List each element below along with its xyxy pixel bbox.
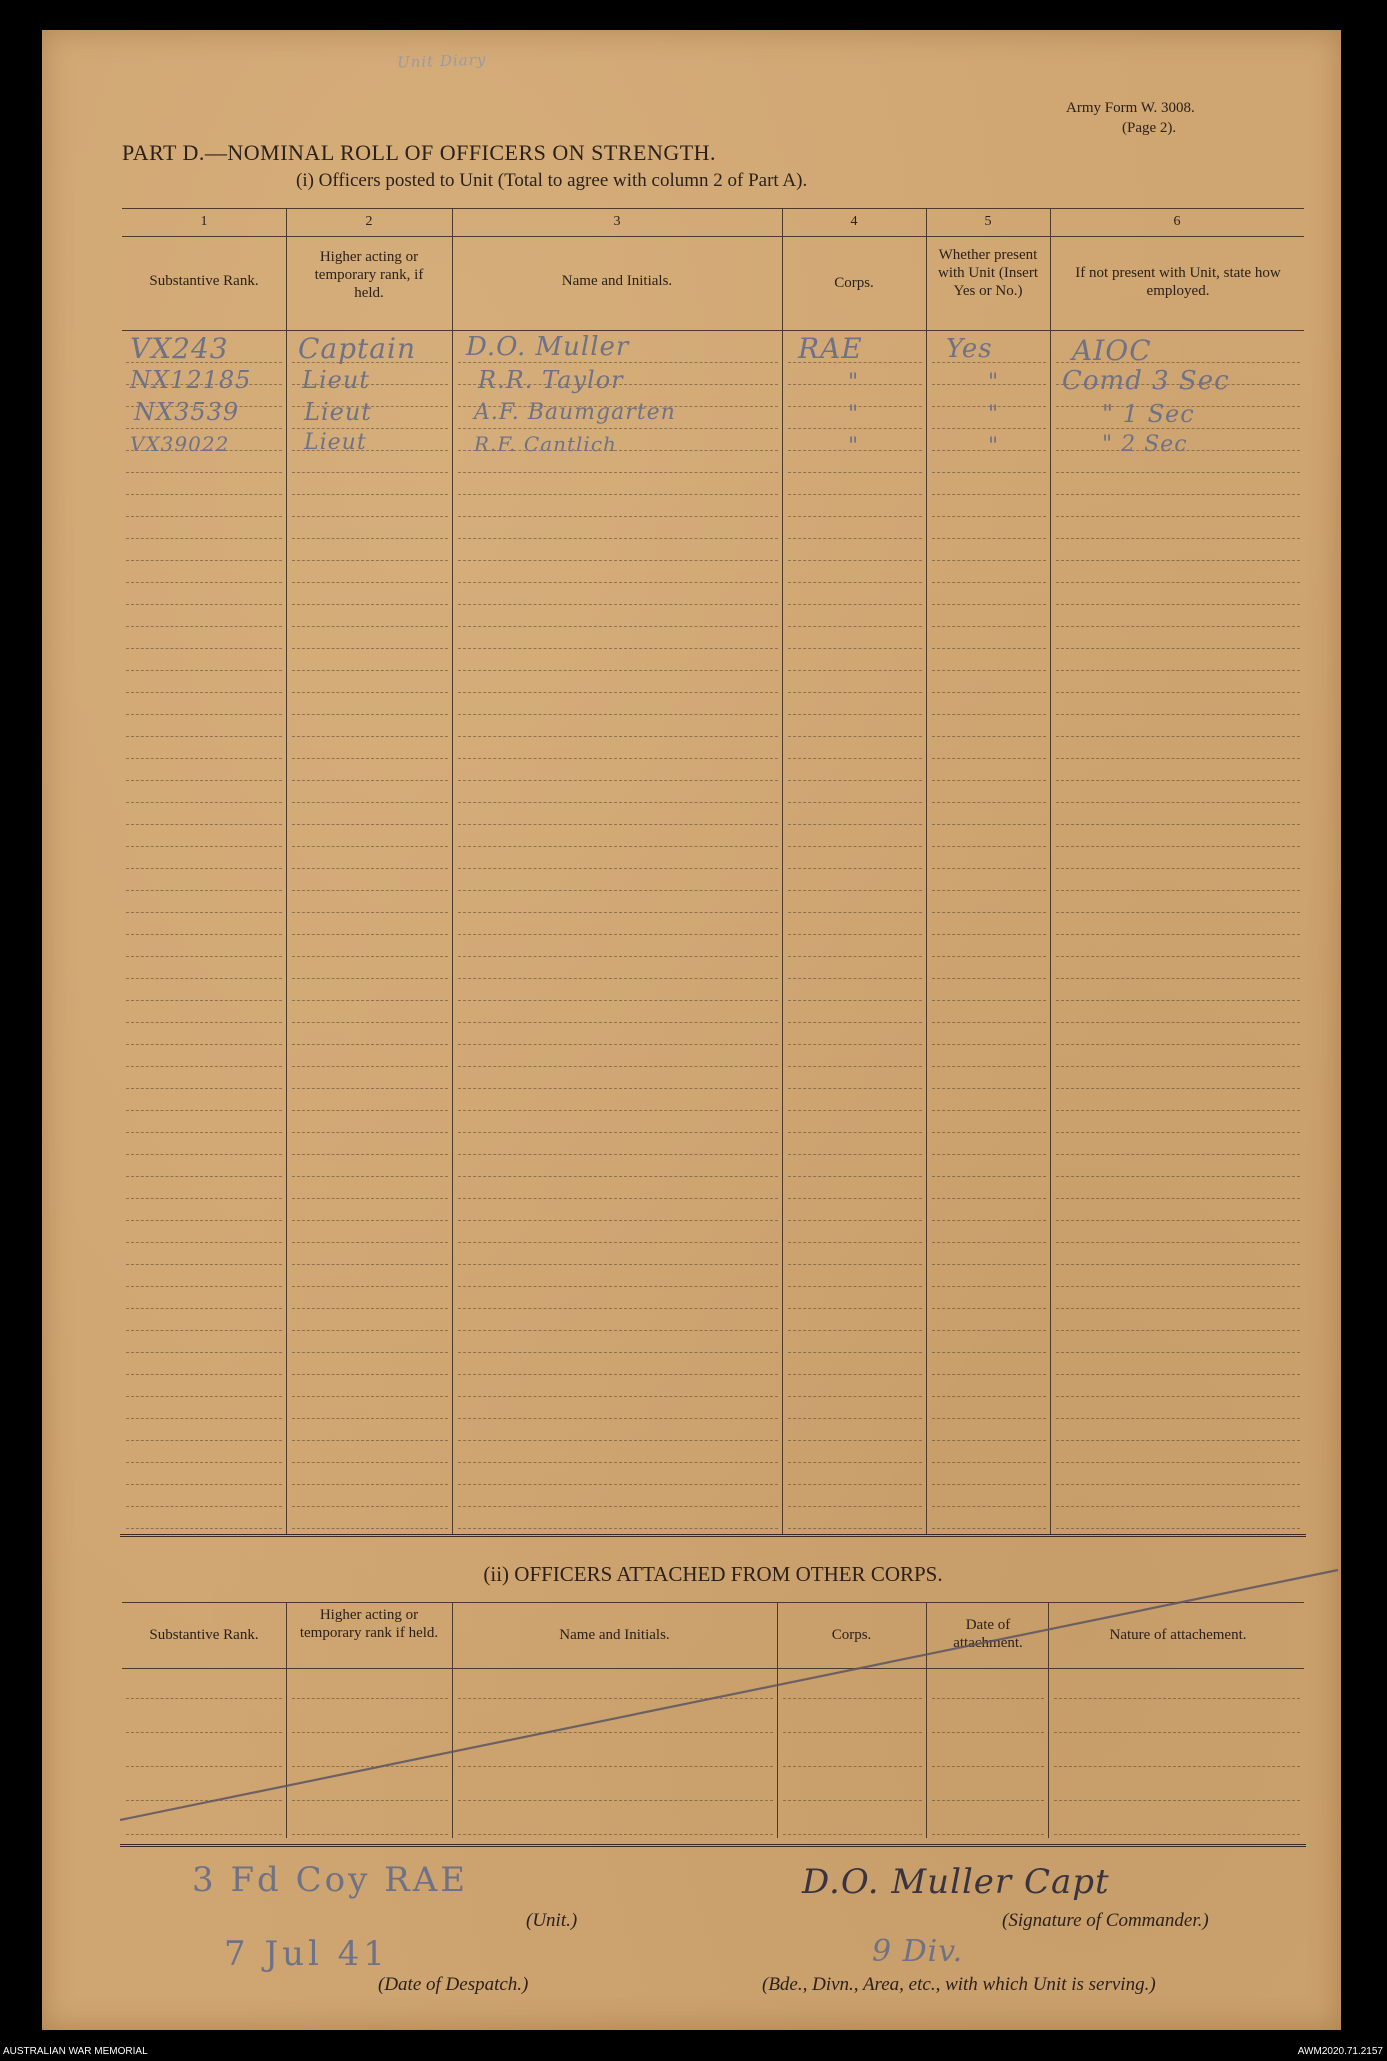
row-3-rank: NX3539 [134, 398, 240, 426]
col-header-present: Whether present with Unit (Insert Yes or No.) [938, 247, 1038, 299]
archive-caption [0, 2044, 1387, 2061]
attached-col-date: Date of attachment. [953, 1617, 1023, 1651]
col-number-1: 1 [200, 214, 208, 229]
row-3-corps: " [848, 402, 860, 427]
col-header-employed: If not present with Unit, state how employed. [1075, 265, 1281, 299]
part-ii-title: (ii) OFFICERS ATTACHED FROM OTHER CORPS. [483, 1562, 943, 1586]
attached-col-acting-rank: Higher acting or temporary rank if held. [299, 1607, 439, 1641]
col-header-corps: Corps. [834, 275, 874, 291]
col-number-4: 4 [850, 214, 858, 229]
date-value: 7 Jul 41 [224, 1934, 389, 1974]
date-label: (Date of Despatch.) [378, 1974, 529, 1995]
archive-name: AUSTRALIAN WAR MEMORIAL [3, 2046, 148, 2057]
col-header-acting-rank: Higher acting or temporary rank, if held. [314, 249, 424, 301]
row-4-name: R.F. Cantlich [474, 432, 617, 456]
col-header-rank: Substantive Rank. [149, 273, 259, 289]
attached-col-name: Name and Initials. [559, 1627, 670, 1643]
row-1-corps: RAE [798, 332, 863, 365]
row-1-name: D.O. Muller [466, 332, 630, 362]
signature: D.O. Muller Capt [802, 1862, 1110, 1902]
unit-value: 3 Fd Coy RAE [192, 1860, 469, 1900]
row-3-present: " [988, 402, 1000, 427]
row-1-employed: AIOC [1072, 334, 1152, 367]
strike-through-line [42, 30, 1341, 2030]
attached-col-corps: Corps. [831, 1627, 872, 1643]
unit-label: (Unit.) [526, 1910, 578, 1931]
form-title: PART D.—NOMINAL ROLL OF OFFICERS ON STRENGTH. [122, 140, 717, 165]
row-1-acting: Captain [298, 332, 416, 365]
attached-col-nature: Nature of attachement. [1109, 1627, 1247, 1643]
col-header-name: Name and Initials. [561, 273, 673, 289]
formation-value: 9 Div. [872, 1934, 964, 1969]
col-number-3: 3 [613, 214, 621, 229]
row-2-acting: Lieut [302, 366, 370, 394]
row-4-corps: " [848, 434, 860, 459]
row-4-acting: Lieut [304, 430, 367, 455]
row-4-present: " [988, 434, 1000, 459]
form-sheet [42, 30, 1341, 2030]
form-number: Army Form W. 3008. [1066, 100, 1195, 116]
form-subtitle: (i) Officers posted to Unit (Total to agree with column 2 of Part A). [296, 170, 808, 191]
archive-reference: AWM2020.71.2157 [1297, 2046, 1383, 2057]
col-number-5: 5 [984, 214, 992, 229]
row-2-name: R.R. Taylor [478, 366, 624, 394]
row-3-name: A.F. Baumgarten [474, 400, 676, 425]
row-2-employed: Comd 3 Sec [1062, 366, 1230, 396]
row-4-rank: VX39022 [130, 432, 230, 456]
page-number: (Page 2). [1122, 120, 1177, 136]
attached-col-rank: Substantive Rank. [149, 1627, 259, 1643]
row-1-rank: VX243 [130, 332, 229, 365]
row-2-present: " [988, 370, 1000, 395]
formation-label: (Bde., Divn., Area, etc., with which Unit is serving.) [762, 1974, 1156, 1995]
row-1-present: Yes [946, 334, 993, 364]
row-2-corps: " [848, 370, 860, 395]
row-4-employed: " 2 Sec [1102, 432, 1188, 457]
row-3-employed: " 1 Sec [1102, 400, 1195, 428]
col-number-2: 2 [365, 214, 373, 229]
pencil-note: Unit Diary [396, 50, 487, 72]
signature-label: (Signature of Commander.) [1002, 1910, 1209, 1931]
row-2-rank: NX12185 [130, 366, 252, 394]
row-3-acting: Lieut [304, 398, 372, 426]
col-number-6: 6 [1173, 214, 1181, 229]
